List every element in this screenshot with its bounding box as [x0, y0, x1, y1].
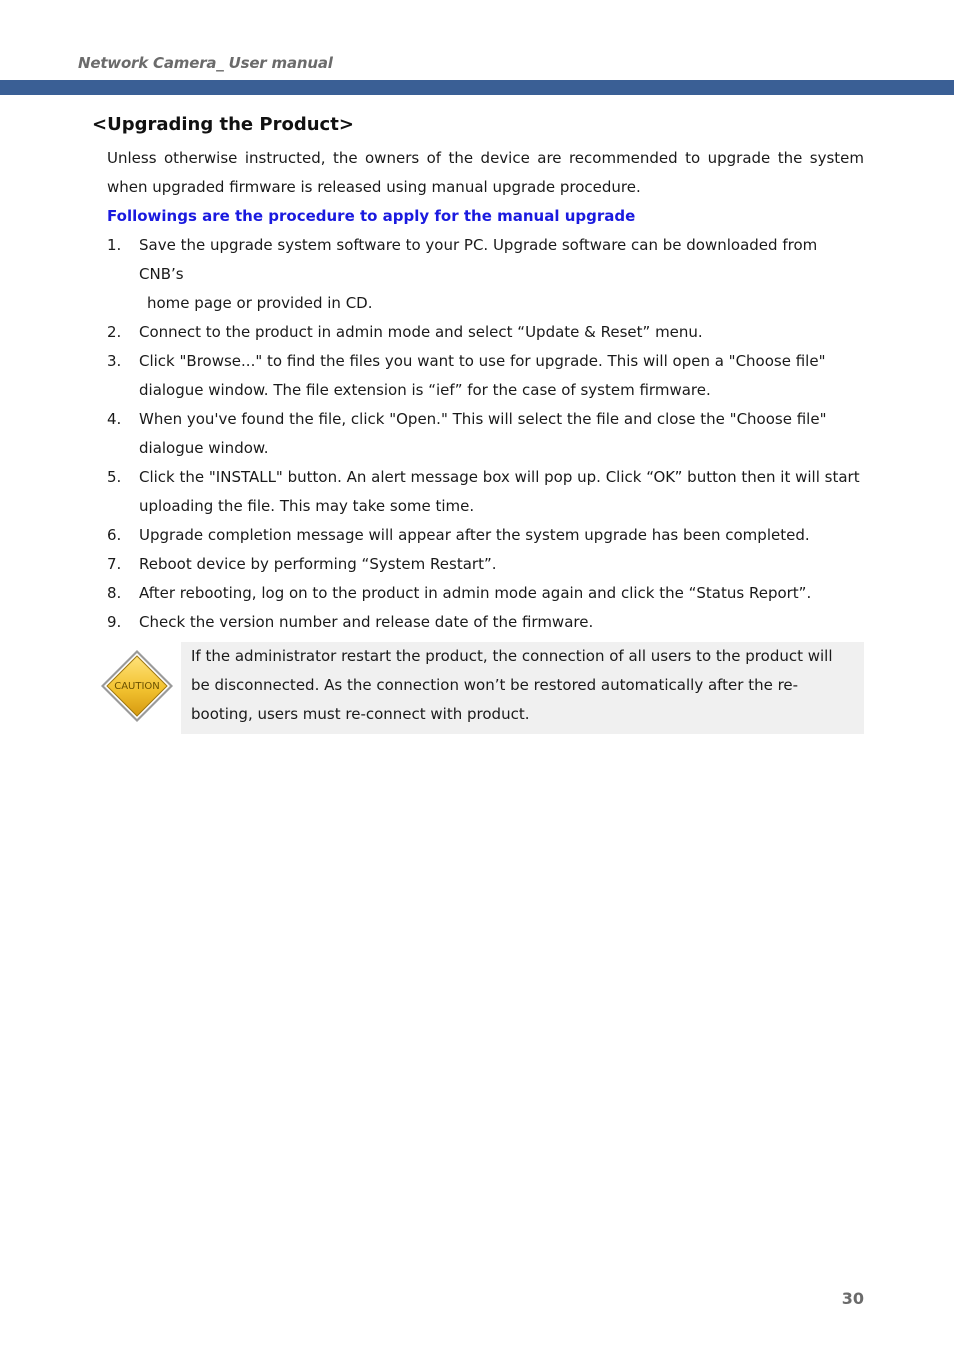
procedure-steps	[107, 231, 864, 637]
step-number: 3.	[107, 352, 122, 370]
step-item	[107, 608, 864, 637]
caution-sign-label: CAUTION	[114, 681, 160, 692]
section-content	[107, 144, 864, 637]
step-number: 1.	[107, 236, 122, 254]
step-number: 2.	[107, 323, 122, 341]
caution-note-box	[181, 642, 864, 734]
intro-paragraph: Unless otherwise instructed, the owners of the device are recommended to upgrade the system when upgraded firmware is released using manual upgrade procedure.	[107, 149, 864, 196]
step-item	[107, 521, 864, 550]
step-number: 4.	[107, 410, 122, 428]
step-text: Connect to the product in admin mode and select “Update & Reset” menu.	[139, 323, 703, 341]
step-item	[107, 347, 864, 405]
caution-note-text: If the administrator restart the product, the connection of all users to the product will be disconnected. As the connection won’t be restored automatically after the re-booting, users must re-connect with product.	[191, 647, 833, 723]
step-number: 9.	[107, 613, 122, 631]
step-number: 7.	[107, 555, 122, 573]
step-text: Click "Browse..." to find the files you want to use for upgrade. This will open a "Choose file" dialogue window. The file extension is “ief” for the case of system firmware.	[139, 352, 826, 399]
page-number: 30	[841, 1289, 864, 1308]
step-text: When you've found the file, click "Open." This will select the file and close the "Choose file" dialogue window.	[139, 410, 827, 457]
step-text	[139, 231, 864, 318]
step-item	[107, 405, 864, 463]
step-item	[107, 579, 864, 608]
step-text-line: Save the upgrade system software to your PC. Upgrade software can be downloaded from CNB’s	[139, 236, 818, 283]
procedure-heading: Followings are the procedure to apply for the manual upgrade	[107, 207, 636, 225]
step-text: Upgrade completion message will appear after the system upgrade has been completed.	[139, 526, 810, 544]
caution-sign-icon	[99, 648, 175, 724]
step-item	[107, 318, 864, 347]
step-item	[107, 463, 864, 521]
section-title: <Upgrading the Product>	[92, 114, 354, 135]
step-number: 5.	[107, 468, 122, 486]
caution-sign-svg	[99, 648, 175, 724]
step-number: 6.	[107, 526, 122, 544]
step-item	[107, 550, 864, 579]
header-bar	[0, 80, 954, 95]
step-text: After rebooting, log on to the product in admin mode again and click the “Status Report”.	[139, 584, 812, 602]
step-text: Reboot device by performing “System Restart”.	[139, 555, 497, 573]
step-text: Check the version number and release date of the firmware.	[139, 613, 594, 631]
document-header-title: Network Camera_ User manual	[78, 54, 333, 72]
step-text: Click the "INSTALL" button. An alert message box will pop up. Click “OK” button then it will start uploading the file. This may take some time.	[139, 468, 860, 515]
step-text-continuation: home page or provided in CD.	[147, 294, 373, 312]
step-number: 8.	[107, 584, 122, 602]
step-item	[107, 231, 864, 318]
